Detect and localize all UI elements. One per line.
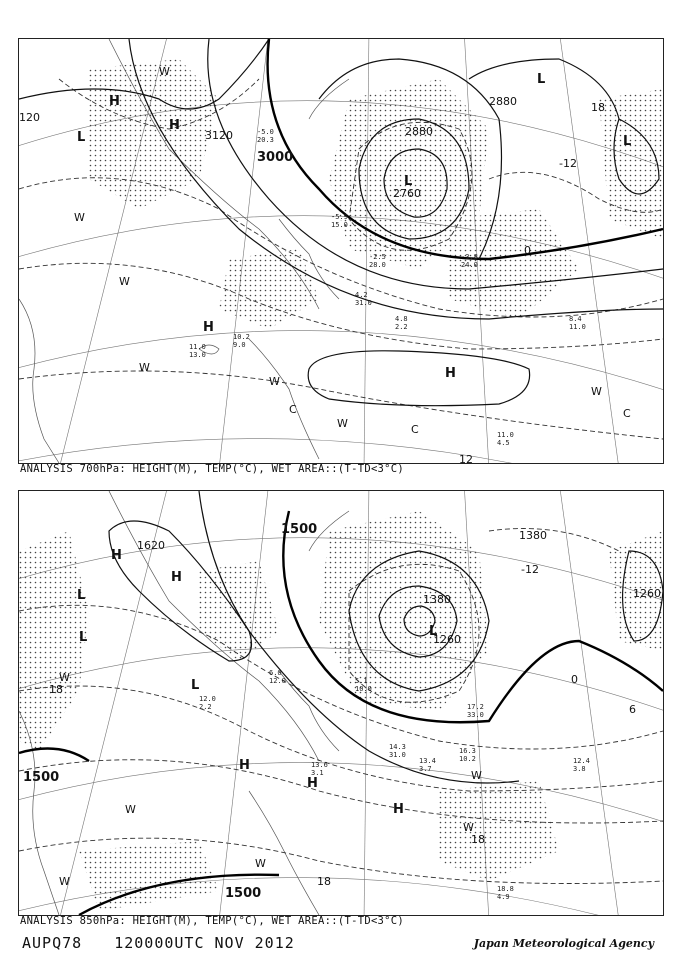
low-center: L bbox=[79, 630, 88, 645]
obs-label: -5.0 bbox=[257, 128, 274, 136]
obs-label: -5.9 bbox=[331, 213, 348, 221]
warm-marker: W bbox=[139, 361, 150, 374]
obs-label: 12.4 bbox=[573, 757, 590, 765]
low-center: L bbox=[537, 72, 546, 87]
contour-label: 1380 bbox=[519, 529, 547, 542]
contour-label: 1620 bbox=[137, 539, 165, 552]
warm-marker: W bbox=[159, 65, 170, 78]
high-center: H bbox=[109, 94, 120, 109]
contour-label: -12 bbox=[559, 157, 577, 170]
obs-label: 11.0 bbox=[497, 431, 514, 439]
contour-label: 1500 bbox=[23, 770, 60, 785]
obs-label: -2.5 bbox=[369, 253, 386, 261]
map-850hpa-svg bbox=[19, 491, 663, 915]
low-center: L bbox=[429, 624, 438, 639]
cold-marker: C bbox=[623, 407, 631, 420]
warm-marker: W bbox=[591, 385, 602, 398]
contour-label: 12 bbox=[459, 453, 473, 463]
chart-datetime: 120000UTC NOV 2012 bbox=[114, 934, 295, 952]
obs-label: 10.0 bbox=[355, 685, 372, 693]
obs-label: 3.8 bbox=[573, 765, 586, 773]
obs-label: 12.0 bbox=[199, 695, 216, 703]
low-center: L bbox=[191, 678, 200, 693]
obs-label: 6.0 bbox=[269, 669, 282, 677]
obs-label: 12.0 bbox=[269, 677, 286, 685]
obs-label: 13.6 bbox=[311, 761, 328, 769]
obs-label: 31.0 bbox=[389, 751, 406, 759]
cold-marker: C bbox=[411, 423, 419, 436]
obs-label: 4.8 bbox=[395, 315, 408, 323]
warm-marker: W bbox=[269, 375, 280, 388]
obs-label: 2.2 bbox=[199, 703, 212, 711]
contour-label: 2880 bbox=[489, 95, 517, 108]
high-center: H bbox=[169, 118, 180, 133]
caption-850hpa: ANALYSIS 850hPa: HEIGHT(M), TEMP(°C), WET AREA::(T-TD<3°C) bbox=[20, 915, 405, 927]
contour-label: -12 bbox=[521, 563, 539, 576]
obs-label: 15.0 bbox=[331, 221, 348, 229]
high-center: H bbox=[239, 758, 250, 773]
contour-label: 18 bbox=[471, 833, 485, 846]
obs-label: 13.4 bbox=[419, 757, 436, 765]
obs-label: 10.2 bbox=[459, 755, 476, 763]
warm-marker: W bbox=[59, 875, 70, 888]
map-panel-850hpa bbox=[18, 490, 664, 916]
contour-label: 120 bbox=[19, 111, 40, 124]
contour-label: 1380 bbox=[423, 593, 451, 606]
low-center: L bbox=[404, 174, 413, 189]
obs-label: 10.2 bbox=[233, 333, 250, 341]
high-center: H bbox=[307, 776, 318, 791]
obs-label: 31.0 bbox=[355, 299, 372, 307]
obs-label: 9.0 bbox=[233, 341, 246, 349]
obs-label: 16.3 bbox=[459, 747, 476, 755]
map-700hpa-svg bbox=[19, 39, 663, 463]
contour-label: 1260 bbox=[633, 587, 661, 600]
obs-label: 28.0 bbox=[369, 261, 386, 269]
obs-label: 8.4 bbox=[569, 315, 582, 323]
contour-label: 0 bbox=[571, 673, 578, 686]
caption-700hpa: ANALYSIS 700hPa: HEIGHT(M), TEMP(°C), WET AREA::(T-TD<3°C) bbox=[20, 463, 405, 475]
low-center: L bbox=[623, 134, 632, 149]
high-center: H bbox=[171, 570, 182, 585]
contour-label: 6 bbox=[629, 703, 636, 716]
agency-credit: Japan Meteorological Agency bbox=[473, 937, 654, 950]
contour-label: 3000 bbox=[257, 150, 294, 165]
chart-identifier bbox=[22, 934, 295, 952]
contour-label: 0 bbox=[524, 244, 531, 257]
obs-label: 5.1 bbox=[355, 677, 368, 685]
obs-label: 18.8 bbox=[497, 885, 514, 893]
warm-marker: W bbox=[337, 417, 348, 430]
warm-marker: W bbox=[59, 671, 70, 684]
obs-label: 13.0 bbox=[189, 351, 206, 359]
obs-label: 11.0 bbox=[189, 343, 206, 351]
obs-label: 3.1 bbox=[311, 769, 324, 777]
obs-label: 11.0 bbox=[569, 323, 586, 331]
obs-label: 14.3 bbox=[389, 743, 406, 751]
obs-label: 33.0 bbox=[467, 711, 484, 719]
warm-marker: W bbox=[463, 821, 474, 834]
warm-marker: W bbox=[471, 769, 482, 782]
warm-marker: W bbox=[255, 857, 266, 870]
contour-label: 2880 bbox=[405, 125, 433, 138]
obs-label: 17.2 bbox=[467, 703, 484, 711]
obs-label: -3.8 bbox=[461, 253, 478, 261]
low-center: L bbox=[77, 588, 86, 603]
obs-label: 4.9 bbox=[497, 893, 510, 901]
contour-label: 2760 bbox=[393, 187, 421, 200]
obs-label: 24.0 bbox=[461, 261, 478, 269]
high-center: H bbox=[393, 802, 404, 817]
obs-label: 4.5 bbox=[497, 439, 510, 447]
obs-label: 20.3 bbox=[257, 136, 274, 144]
map-panel-700hpa bbox=[18, 38, 664, 464]
obs-label: 4.2 bbox=[355, 291, 368, 299]
contour-label: 18 bbox=[591, 101, 605, 114]
contour-label: 1500 bbox=[225, 886, 262, 901]
cold-marker: C bbox=[289, 403, 297, 416]
warm-marker: W bbox=[74, 211, 85, 224]
obs-label: 2.2 bbox=[395, 323, 408, 331]
chart-code: AUPQ78 bbox=[22, 934, 83, 952]
contour-label: 1500 bbox=[281, 522, 318, 537]
contour-label: 3120 bbox=[205, 129, 233, 142]
contour-label: 1260 bbox=[433, 633, 461, 646]
high-center: H bbox=[111, 548, 122, 563]
warm-marker: W bbox=[125, 803, 136, 816]
wet-area bbox=[89, 59, 663, 329]
high-center: H bbox=[445, 366, 456, 381]
high-center: H bbox=[203, 320, 214, 335]
low-center: L bbox=[77, 130, 86, 145]
contour-label: 18 bbox=[317, 875, 331, 888]
contour-label: 18 bbox=[49, 683, 63, 696]
obs-label: 3.7 bbox=[419, 765, 432, 773]
warm-marker: W bbox=[119, 275, 130, 288]
